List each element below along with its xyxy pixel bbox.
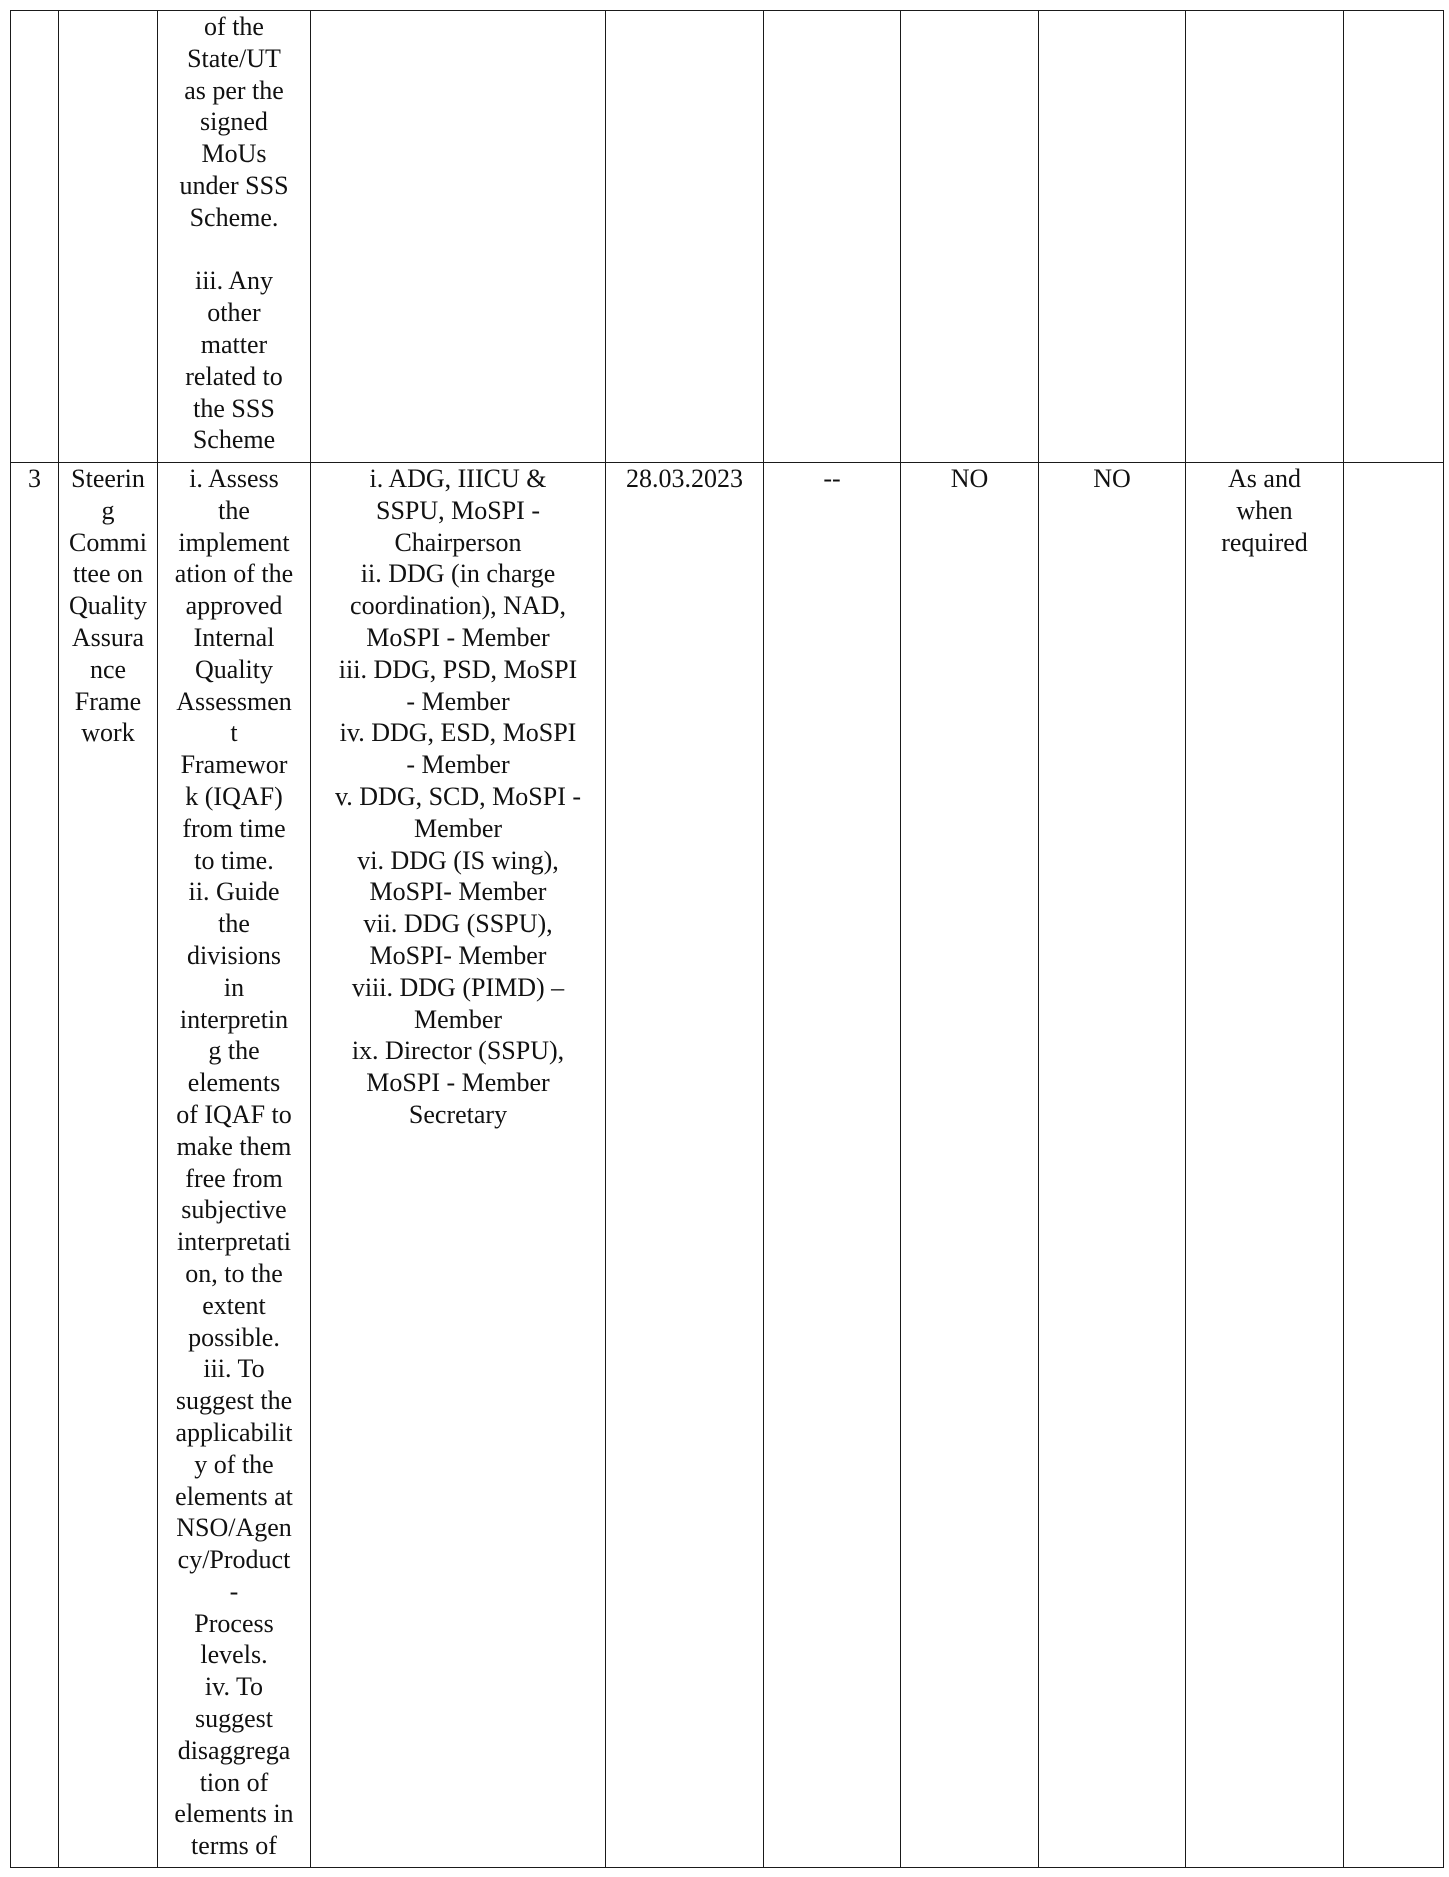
- text-line: tion of: [199, 1767, 269, 1797]
- text-line: Secretary: [408, 1099, 508, 1129]
- text-line: MoUs: [201, 139, 267, 169]
- text-line: matter: [200, 329, 268, 359]
- text-line: coordination), NAD,: [350, 591, 566, 621]
- cell-composition: [311, 11, 606, 463]
- text-line: -: [229, 1576, 239, 1606]
- text-line: v. DDG, SCD, MoSPI -: [334, 781, 582, 811]
- text-line: interpretati: [176, 1227, 292, 1257]
- cell-col-10: [1344, 11, 1444, 463]
- table-row-continued: [11, 11, 1444, 463]
- text-line: of IQAF to: [176, 1099, 292, 1129]
- text-line: work: [81, 718, 135, 748]
- cell-col-6: --: [764, 463, 901, 1868]
- cell-functions: [158, 463, 311, 1868]
- text-line: applicabilit: [175, 1417, 293, 1447]
- text-line: ttee on: [72, 559, 144, 589]
- text-line: required: [1221, 527, 1308, 557]
- text-line: State/UT: [187, 43, 281, 73]
- text-line: Framewor: [180, 750, 288, 780]
- cell-sno: 3: [11, 463, 59, 1868]
- text-line: iii. Any: [194, 266, 273, 296]
- text-line: Quality: [195, 654, 273, 684]
- cell-date: [606, 11, 764, 463]
- text-line: other: [207, 298, 261, 328]
- text-line: Assura: [71, 622, 145, 652]
- text-line: Frame: [74, 686, 142, 716]
- cell-col-10: [1344, 463, 1444, 1868]
- functions-text-part-1: [158, 11, 310, 234]
- cell-committee-name: [59, 463, 158, 1868]
- text-line: in: [223, 972, 245, 1002]
- text-line: Steerin: [71, 464, 145, 493]
- cell-col-8: [1039, 11, 1186, 463]
- text-line: Quality: [69, 591, 147, 621]
- text-line: Commi: [68, 527, 147, 557]
- text-line: i. ADG, IIICU &: [369, 464, 547, 493]
- text-line: Process: [194, 1608, 274, 1638]
- text-line: subjective: [181, 1195, 287, 1225]
- text-line: possible.: [188, 1322, 280, 1352]
- text-line: elements at: [175, 1481, 293, 1511]
- text-line: elements: [187, 1068, 281, 1098]
- text-line: interpretin: [179, 1004, 289, 1034]
- text-line: make them: [176, 1131, 292, 1161]
- text-line: ix. Director (SSPU),: [351, 1036, 565, 1066]
- functions-text-part-2: [158, 265, 310, 456]
- text-line: related to: [185, 361, 283, 391]
- text-line: t: [230, 718, 238, 748]
- text-line: extent: [202, 1290, 266, 1320]
- text-line: of the: [204, 12, 264, 41]
- text-line: suggest the: [175, 1386, 293, 1416]
- text-line: when: [1236, 495, 1293, 525]
- text-line: the SSS: [193, 393, 275, 423]
- text-line: to time.: [194, 845, 274, 875]
- text-line: ation of the: [174, 559, 294, 589]
- text-line: iii. DDG, PSD, MoSPI: [338, 654, 578, 684]
- text-line: Member: [413, 813, 503, 843]
- cell-frequency: [1186, 463, 1344, 1868]
- text-line: disaggrega: [177, 1735, 291, 1765]
- text-line: iv. DDG, ESD, MoSPI: [339, 718, 577, 748]
- text-line: g the: [208, 1036, 260, 1066]
- text-line: the: [218, 495, 250, 525]
- cell-date: 28.03.2023: [606, 463, 764, 1868]
- text-line: ii. Guide: [188, 877, 280, 907]
- text-line: Scheme.: [189, 202, 279, 232]
- table-row-3: [11, 463, 1444, 1868]
- text-line: elements in: [174, 1799, 294, 1829]
- text-line: the: [218, 909, 250, 939]
- text-line: MoSPI- Member: [369, 877, 547, 907]
- text-line: NSO/Agen: [176, 1513, 292, 1543]
- text-line: signed: [200, 107, 268, 137]
- text-line: divisions: [187, 940, 281, 970]
- text-line: MoSPI- Member: [369, 940, 547, 970]
- cell-composition: [311, 463, 606, 1868]
- cell-frequency: [1186, 11, 1344, 463]
- cell-col-8: NO: [1039, 463, 1186, 1868]
- text-line: implement: [178, 527, 290, 557]
- committee-table: [10, 10, 1444, 1868]
- text-line: on, to the: [185, 1258, 283, 1288]
- text-line: - Member: [406, 686, 510, 716]
- text-line: approved: [185, 591, 283, 621]
- text-line: Member: [413, 1004, 503, 1034]
- text-line: vii. DDG (SSPU),: [363, 909, 553, 939]
- text-line: suggest: [195, 1704, 273, 1734]
- text-line: - Member: [406, 750, 510, 780]
- text-line: cy/Product: [177, 1545, 291, 1575]
- text-line: from time: [182, 813, 286, 843]
- text-line: MoSPI - Member: [366, 622, 550, 652]
- text-line: i. Assess: [189, 464, 279, 493]
- text-line: y of the: [194, 1449, 274, 1479]
- text-line: Chairperson: [394, 527, 522, 557]
- cell-functions: [158, 11, 311, 463]
- text-line: Internal: [193, 622, 275, 652]
- text-line: free from: [185, 1163, 283, 1193]
- text-line: As and: [1228, 464, 1301, 493]
- text-line: ii. DDG (in charge: [360, 559, 556, 589]
- text-line: g: [101, 495, 115, 525]
- text-line: terms of: [191, 1831, 277, 1861]
- text-line: iv. To: [204, 1672, 264, 1702]
- cell-sno: [11, 11, 59, 463]
- text-line: k (IQAF): [185, 781, 283, 811]
- text-line: Scheme: [192, 425, 276, 455]
- text-line: nce: [89, 654, 127, 684]
- text-line: SSPU, MoSPI -: [375, 495, 540, 525]
- text-line: levels.: [200, 1640, 268, 1670]
- text-line: vi. DDG (IS wing),: [357, 845, 559, 875]
- text-line: viii. DDG (PIMD) –: [351, 972, 565, 1002]
- text-line: iii. To: [203, 1354, 265, 1384]
- text-line: under SSS: [179, 170, 289, 200]
- text-line: as per the: [184, 75, 284, 105]
- cell-col-6: [764, 11, 901, 463]
- cell-committee: [59, 11, 158, 463]
- text-line: Assessmen: [176, 686, 292, 716]
- cell-col-7: [901, 11, 1039, 463]
- text-line: MoSPI - Member: [366, 1068, 550, 1098]
- cell-col-7: NO: [901, 463, 1039, 1868]
